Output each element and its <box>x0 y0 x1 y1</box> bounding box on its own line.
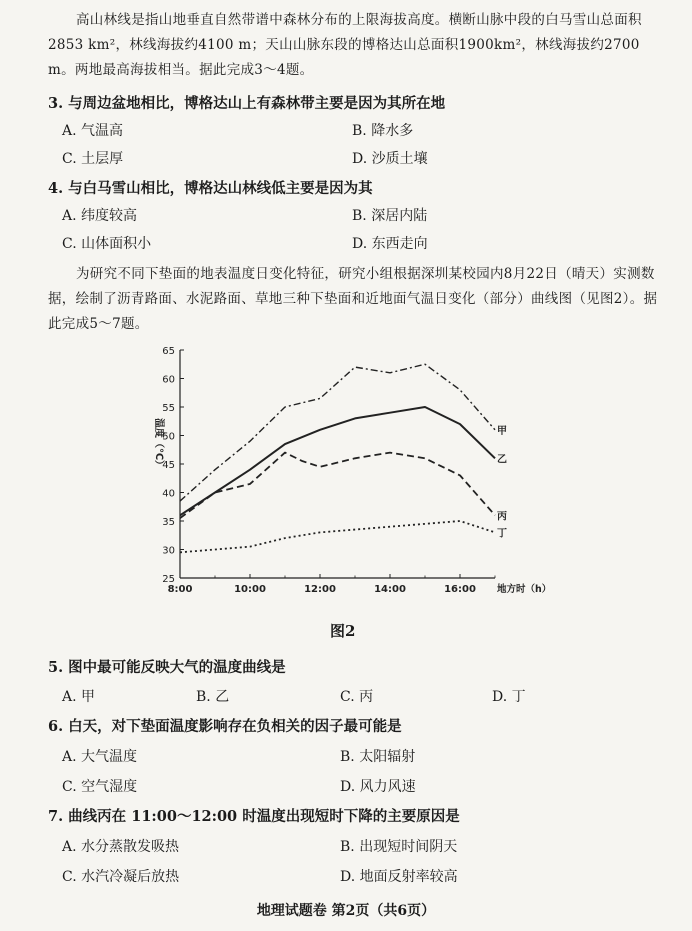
y-tick-label: 65 <box>162 346 175 357</box>
series-label-2: 乙 <box>497 454 507 466</box>
series-label-3: 丙 <box>497 511 507 523</box>
series-line-2 <box>180 407 495 515</box>
series-label-4: 丁 <box>497 528 507 540</box>
question-7-stem: 7. 曲线丙在 11:00～12:00 时温度出现短时下降的主要原因是 <box>48 808 460 825</box>
question-4-option-b[interactable]: B. 深居内陆 <box>352 208 428 224</box>
question-6-option-c[interactable]: C. 空气湿度 <box>62 779 138 795</box>
y-tick-label: 60 <box>162 374 175 386</box>
page-footer: 地理试题卷 第2页（共6页） <box>256 903 436 919</box>
x-tick-label: 16:00 <box>444 584 476 595</box>
question-3-stem: 3. 与周边盆地相比，博格达山上有森林带主要是因为其所在地 <box>48 95 446 112</box>
question-5-option-a[interactable]: A. 甲 <box>62 689 96 705</box>
x-tick-label: 8:00 <box>167 584 193 595</box>
y-axis-label: 温度（℃） <box>153 417 164 471</box>
x-tick-label: 12:00 <box>304 584 336 595</box>
series-label-1: 甲 <box>497 425 507 437</box>
figure-caption: 图2 <box>330 622 356 640</box>
question-7-option-b[interactable]: B. 出现短时间阴天 <box>340 839 458 855</box>
y-tick-label: 30 <box>162 545 175 557</box>
series-line-4 <box>180 521 495 552</box>
y-tick-label: 40 <box>162 488 175 500</box>
x-axis-label: 地方时（h） <box>497 584 552 595</box>
y-tick-label: 25 <box>162 574 175 585</box>
question-4-stem: 4. 与白马雪山相比，博格达山林线低主要是因为其 <box>48 180 373 197</box>
question-6-option-b[interactable]: B. 太阳辐射 <box>340 749 416 765</box>
question-3-option-c[interactable]: C. 土层厚 <box>62 151 124 167</box>
y-tick-label: 45 <box>162 460 175 471</box>
question-3-option-d[interactable]: D. 沙质土壤 <box>352 151 428 167</box>
question-4-option-a[interactable]: A. 纬度较高 <box>62 208 138 224</box>
question-5-option-d[interactable]: D. 丁 <box>492 689 526 705</box>
question-6-option-d[interactable]: D. 风力风速 <box>340 779 416 795</box>
question-5-option-c[interactable]: C. 丙 <box>340 689 374 705</box>
question-3-option-a[interactable]: A. 气温高 <box>62 123 124 139</box>
question-6-option-a[interactable]: A. 大气温度 <box>62 749 138 765</box>
series-line-1 <box>180 364 495 501</box>
x-tick-label: 10:00 <box>234 584 266 595</box>
question-4-option-c[interactable]: C. 山体面积小 <box>62 236 152 252</box>
question-4-option-d[interactable]: D. 东西走向 <box>352 236 428 252</box>
x-tick-label: 14:00 <box>374 584 406 595</box>
question-7-option-c[interactable]: C. 水汽冷凝后放热 <box>62 869 180 885</box>
y-tick-label: 35 <box>162 517 175 528</box>
temperature-chart <box>140 338 560 606</box>
passage-surface-temperature: 为研究不同下垫面的地表温度日变化特征，研究小组根据深圳某校园内8月22日（晴天）实测数据，绘制了沥青路面、水泥路面、草地三种下垫面和近地面气温日变化（部分）曲线图（见图2）。据此完成5～7题。 <box>48 266 658 332</box>
y-tick-label: 50 <box>162 431 175 443</box>
question-7-option-a[interactable]: A. 水分蒸散发吸热 <box>62 839 180 855</box>
question-3-option-b[interactable]: B. 降水多 <box>352 123 414 139</box>
y-tick-label: 55 <box>162 403 175 414</box>
question-5-stem: 5. 图中最可能反映大气的温度曲线是 <box>48 659 286 676</box>
passage-forest-line: 高山林线是指山地垂直自然带谱中森林分布的上限海拔高度。横断山脉中段的白马雪山总面积2853 km²，林线海拔约4100 m；天山山脉东段的博格达山总面积1900km²，林线海拔约2700 m。两地最高海拔相当。据此完成3～4题。 <box>48 12 642 78</box>
question-7-option-d[interactable]: D. 地面反射率较高 <box>340 869 458 885</box>
question-5-option-b[interactable]: B. 乙 <box>196 689 230 705</box>
question-6-stem: 6. 白天，对下垫面温度影响存在负相关的因子最可能是 <box>48 718 402 735</box>
